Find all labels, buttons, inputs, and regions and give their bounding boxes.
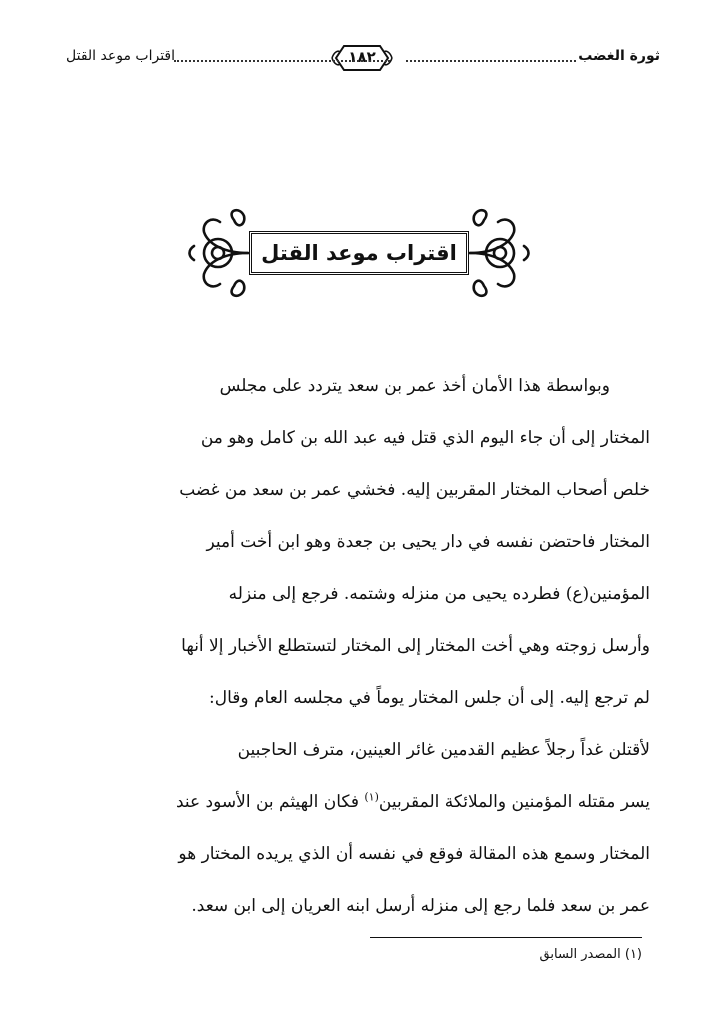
chapter-title: اقتراب موعد القتل — [261, 241, 457, 265]
header-leader-dots-left — [174, 60, 390, 62]
body-line: المختار وسمع هذه المقالة فوقع في نفسه أن الذي يريده المختار هو — [178, 844, 650, 864]
page-number-badge — [328, 38, 396, 78]
header-leader-dots — [406, 60, 576, 62]
body-line: عمر بن سعد فلما رجع إلى منزله أرسل ابنه العريان إلى ابن سعد. — [191, 896, 650, 916]
body-line: المختار فاحتضن نفسه في دار يحيى بن جعدة وهو ابن أخت أمير — [206, 532, 650, 552]
body-line: وبواسطة هذا الأمان أخذ عمر بن سعد يتردد على مجلس — [219, 376, 610, 396]
body-line: لأقتلن غداً رجلاً عظيم القدمين غائر العينين، مترف الحاجبين — [237, 740, 650, 760]
footnote: (١) المصدر السابق — [539, 947, 642, 962]
body-line: لم ترجع إليه. إلى أن جلس المختار يوماً في مجلسه العام وقال: — [209, 688, 650, 708]
body-line-text: يسر مقتله المؤمنين والملائكة المقربين — [378, 792, 650, 812]
body-line-with-footnote — [70, 776, 650, 828]
footnote-divider — [370, 937, 642, 938]
chapter-title-frame — [184, 206, 534, 300]
body-line: خلص أصحاب المختار المقربين إليه. فخشي عمر بن سعد من غضب — [179, 480, 650, 500]
page-header — [66, 38, 660, 78]
header-chapter-title: اقتراب موعد القتل — [66, 48, 175, 64]
body-line: المؤمنين(ع) فطرده يحيى من منزله وشتمه. فرجع إلى منزله — [228, 584, 650, 604]
footnote-reference[interactable]: (١) — [364, 790, 379, 804]
body-text — [70, 360, 650, 932]
body-line: المختار إلى أن جاء اليوم الذي قتل فيه عبد الله بن كامل وهو من — [200, 428, 650, 448]
chapter-title-box — [249, 231, 469, 275]
body-line-tail: فكان الهيثم بن الأسود عند — [175, 792, 365, 812]
running-title: ثورة الغضب — [578, 48, 660, 64]
body-line: وأرسل زوجته وهي أخت المختار إلى المختار لتستطلع الأخبار إلا أنها — [181, 636, 650, 656]
page-number: ١٨٢ — [348, 48, 376, 66]
